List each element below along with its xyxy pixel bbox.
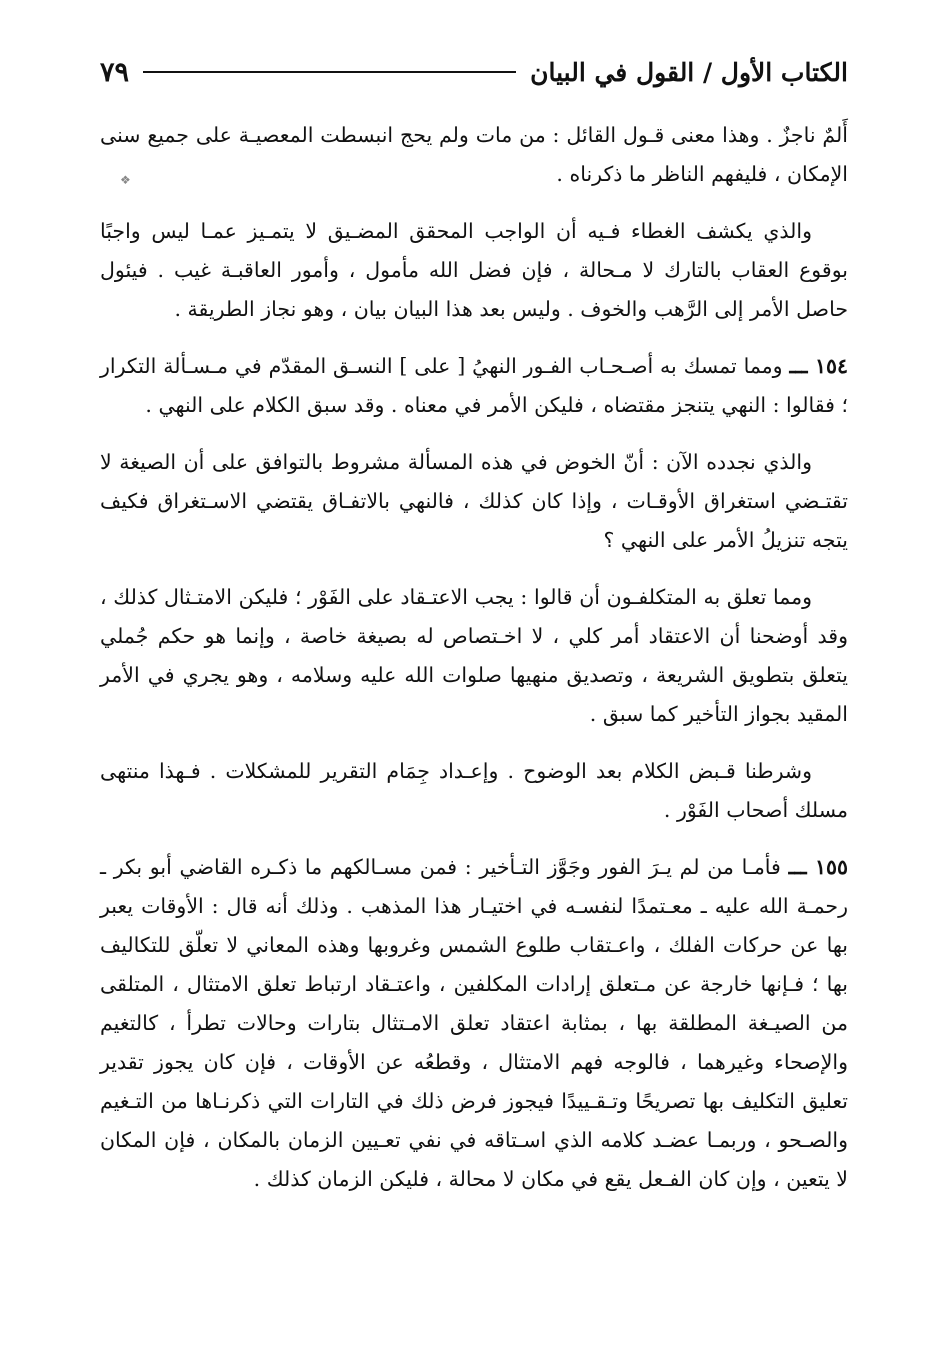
header-rule [143, 71, 516, 73]
paragraph-text: فأمـا من لم يـرَ الفور وجَوَّز التـأخير : فمن مسـالكهم ما ذكـره القاضي أبو بكر ـ رحمـة الله عليه ـ معـتمدًا لنفسـه في اختيـار هذا المذهب . وذلك أنه قال : الأوقات يعبر بها عن حركات الفلك ، واعـتقاب طلوع الشمس وغروبها وهذه المعاني لا تعلّق للتكاليف بها ؛ فـإنها خارجة عن مـتعلق إرادات المكلفين ، واعتـقاد ارتباط تعلق الامتثال ، المتلقى من الصيـغة المطلقة بها ، بمثابة اعتقاد تعلق الامـتثال بتارات وحالات تطرأ ، كالتغيم والإصحاء وغيرهما ، فالوجه فهم الامتثال ، وقطعُه عن الأوقات ، فإن كان يجوز تقدير تعليق التكليف بها تصريحًا وتـقـييدًا فيجوز فرض ذلك في التارات التي ذكرنـاها من التـغيم والصـحو ، وربمـا عضـد كلامه الذي اسـتاقه في نفي تعـيين الزمان بالمكان ، فإن المكان لا يتعين ، وإن كان الفـعل يقع في مكان لا محالة ، فليكن الزمان كذلك . [100, 855, 848, 1191]
ornament-mark: ❖ [120, 173, 131, 187]
paragraph-text: والذي نجدده الآن : أنّ الخوض في هذه المسألة مشروط بالتوافق على أن الصيغة لا تقتـضي استغراق الأوقـات ، وإذا كان كذلك ، فالنهي بالاتفـاق يقتضي الاسـتغراق فكيف يتجه تنزيلُ الأمر على النهي ؟ [100, 450, 848, 552]
paragraph [100, 578, 848, 734]
paragraph [100, 212, 848, 329]
paragraph-text: والذي يكشف الغطاء فـيه أن الواجب المحقق المضـيق لا يتمـيز عمـا ليس واجبًا بوقوع العقاب بالتارك لا مـحالة ، فإن فضل الله مأمول ، وأمور العاقبـة غيب . فيئول حاصل الأمر إلى الرَّهب والخوف . وليس بعد هذا البيان بيان ، وهو نجاز الطريقة . [100, 219, 848, 321]
paragraph [100, 752, 848, 830]
paragraph-text: ومما تعلق به المتكلفـون أن قالوا : يجب الاعتـقاد على الفَوْر ؛ فليكن الامتـثال كذلك ، وقد أوضحنا أن الاعتقاد أمر كلي ، لا اخـتصاص له بصيغة خاصة ، وإنما هو حكم جُملي يتعلق بتطويق الشريعة ، وتصديق منهيها صلوات الله عليه وسلامه ، وهو يجري في الأمر المقيد بجواز التأخير كما سبق . [100, 585, 848, 726]
numbered-paragraph [100, 347, 848, 425]
paragraph-number: ١٥٥ ـــ [788, 855, 848, 879]
page-body [100, 116, 848, 1217]
paragraph [100, 116, 848, 194]
running-title: الكتاب الأول / القول في البيان [530, 57, 848, 87]
paragraph-text: ومما تمسك به أصـحـاب الفـور النهيُ [ على ] النسـق المقدّم في مـسـألة التكرار ؛ فقالوا : النهي يتنجز مقتضاه ، فليكن الأمر في معناه . وقد سبق الكلام على النهي . [100, 354, 848, 417]
numbered-paragraph [100, 848, 848, 1199]
paragraph-text: وشرطنا قـبض الكلام بعد الوضوح . وإعـداد جِمَام التقرير للمشكلات . فـهذا منتهى مسلك أصحاب الفَوْر . [100, 759, 848, 822]
paragraph [100, 443, 848, 560]
page-number: ٧٩ [100, 56, 130, 88]
paragraph-number: ١٥٤ ـــ [789, 354, 848, 378]
page-header [100, 52, 848, 92]
paragraph-text: أَلمٌ ناجزٌ . وهذا معنى قـول القائل : من مات ولم يحج انبسطت المعصيـة على جميع سنى الإمكان ، فليفهم الناظر ما ذكرناه . [100, 123, 848, 186]
